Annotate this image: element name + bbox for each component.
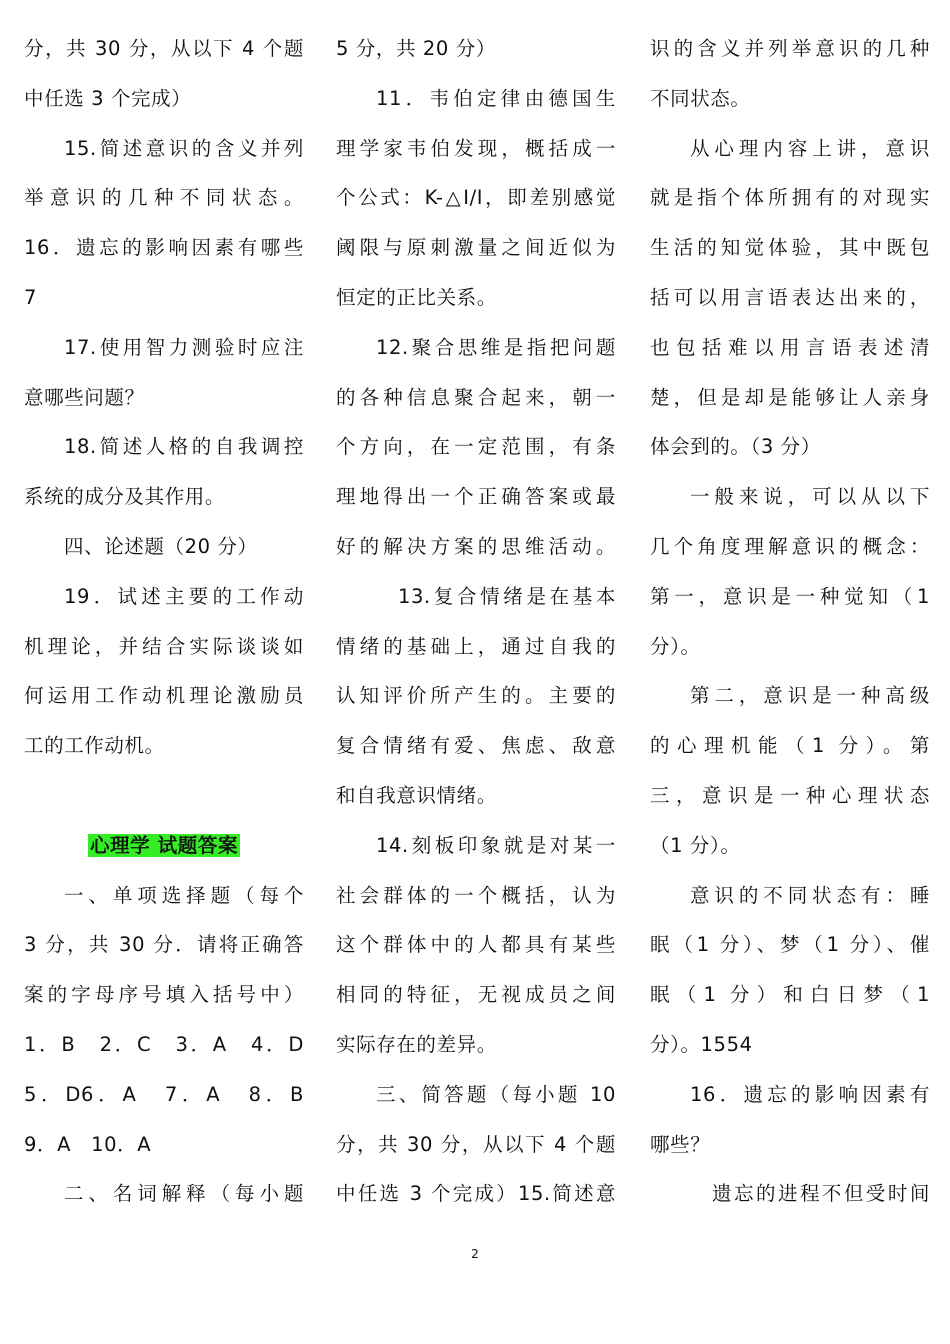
text-line: 18.简述人格的自我调控 xyxy=(64,435,304,459)
column-middle xyxy=(336,24,616,1219)
text-line: 理学家韦伯发现，概括成一 xyxy=(336,136,616,160)
text-line: 个方向，在一定范围，有条 xyxy=(336,435,616,459)
text-line: 分，共 30 分，从以下 4 个题 xyxy=(24,37,304,60)
text-line: （1 分）。 xyxy=(650,833,741,857)
text-line: 楚，但是却是能够让人亲身 xyxy=(650,385,930,409)
text-line: 意哪些问题？ xyxy=(24,385,145,409)
text-line: 个公式：K-△I/I，即差别感觉 xyxy=(336,186,616,210)
text-line: 实际存在的差异。 xyxy=(336,1032,497,1056)
text-line: 系统的成分及其作用。 xyxy=(24,485,226,509)
text-line: 遗忘的进程不但受时间 xyxy=(712,1182,930,1206)
text-line: 识的含义并列举意识的几种 xyxy=(650,37,930,60)
text-line: 也包括难以用言语表述清 xyxy=(650,335,930,359)
text-line: 复合情绪有爱、焦虑、敌意 xyxy=(336,734,616,758)
text-line: 恒定的正比关系。 xyxy=(336,285,497,309)
answer-line: 9．A 10．A xyxy=(24,1132,152,1156)
text-line: 不同状态。 xyxy=(650,86,751,110)
text-line: 16．遗忘的影响因素有 xyxy=(690,1082,930,1106)
text-line: 第二，意识是一种高级 xyxy=(690,684,930,708)
text-line: 三，意识是一种心理状态 xyxy=(650,783,930,807)
text-line: 7 xyxy=(24,285,38,309)
text-line: 一、单项选择题（每个 xyxy=(64,883,304,907)
text-line: 11．韦伯定律由德国生 xyxy=(376,86,616,110)
column-left xyxy=(24,24,304,1219)
text-line: 从心理内容上讲，意识 xyxy=(690,136,930,160)
text-line: 哪些？ xyxy=(650,1132,711,1156)
text-line: 分）。1554 xyxy=(650,1032,753,1056)
answer-line: 5．D6．A 7．A 8．B xyxy=(24,1082,304,1106)
text-line: 体会到的。（3 分） xyxy=(650,435,821,459)
text-line: 3 分，共 30 分．请将正确答 xyxy=(24,933,304,957)
text-line: 相同的特征，无视成员之间 xyxy=(336,983,616,1007)
text-line: 的心理机能（1 分）。第 xyxy=(650,734,930,758)
text-line: 眠（1 分）、梦（1 分）、催 xyxy=(650,933,930,957)
answer-title-highlight: 心理学 试题答案 xyxy=(89,833,239,857)
section-heading: 三、简答题（每小题 10 xyxy=(376,1082,616,1106)
text-line: 括可以用言语表达出来的， xyxy=(650,285,930,309)
text-line: 眠（1 分）和白日梦（1 xyxy=(650,983,930,1007)
text-line: 社会群体的一个概括，认为 xyxy=(336,883,616,907)
text-line: 中任选 3 个完成）15.简述意 xyxy=(336,1182,616,1206)
text-line: 生活的知觉体验，其中既包 xyxy=(650,236,930,260)
text-line: 工的工作动机。 xyxy=(24,734,165,758)
text-line: 16．遗忘的影响因素有哪些 xyxy=(24,236,304,260)
text-line: 分，共 30 分，从以下 4 个题 xyxy=(336,1132,616,1156)
text-line: 19．试述主要的工作动 xyxy=(64,584,304,608)
text-line: 理地得出一个正确答案或最 xyxy=(336,485,616,509)
text-line: 14.刻板印象就是对某一 xyxy=(376,833,616,857)
text-line: 案的字母序号填入括号中） xyxy=(24,983,304,1007)
text-line: 第一，意识是一种觉知（1 xyxy=(650,584,930,608)
text-line: 情绪的基础上，通过自我的 xyxy=(336,634,616,658)
page-number: 2 xyxy=(471,1247,479,1261)
answer-title xyxy=(24,821,304,871)
blank-line xyxy=(24,771,304,821)
text-line: 12.聚合思维是指把问题 xyxy=(376,335,616,359)
text-line: 阈限与原刺激量之间近似为 xyxy=(336,236,616,260)
text-line: 一般来说，可以从以下 xyxy=(690,485,930,509)
text-line: 举意识的几种不同状态。 xyxy=(24,186,304,210)
text-line: 几个角度理解意识的概念： xyxy=(650,534,930,558)
text-line: 认知评价所产生的。主要的 xyxy=(336,684,616,708)
text-line: 17.使用智力测验时应注 xyxy=(64,335,304,359)
answer-line: 1．B 2．C 3．A 4．D xyxy=(24,1032,304,1056)
text-line: 和自我意识情绪。 xyxy=(336,783,497,807)
text-line: 的各种信息聚合起来，朝一 xyxy=(336,385,616,409)
section-heading: 四、论述题（20 分） xyxy=(64,534,258,558)
text-line: 好的解决方案的思维活动。 xyxy=(336,534,616,558)
section-heading: 二、名词解释（每小题 xyxy=(64,1182,304,1206)
column-right xyxy=(650,24,930,1219)
text-line: 分）。 xyxy=(650,634,701,658)
text-line: 15.简述意识的含义并列 xyxy=(64,136,304,160)
text-line: 5 分，共 20 分） xyxy=(336,37,496,60)
text-line: 这个群体中的人都具有某些 xyxy=(336,933,616,957)
text-line: 意识的不同状态有：睡 xyxy=(690,883,930,907)
text-line: 就是指个体所拥有的对现实 xyxy=(650,186,930,210)
text-line: 机理论，并结合实际谈谈如 xyxy=(24,634,304,658)
text-line: 中任选 3 个完成） xyxy=(24,86,192,110)
text-line: 何运用工作动机理论激励员 xyxy=(24,684,304,708)
text-line: 13.复合情绪是在基本 xyxy=(398,584,616,608)
